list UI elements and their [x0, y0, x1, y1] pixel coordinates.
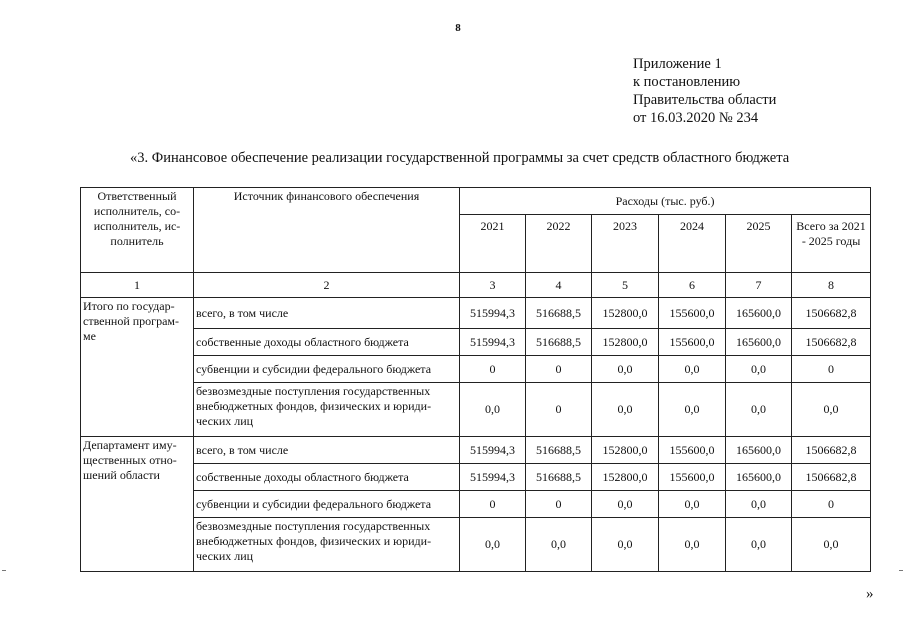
- value-cell: 0: [792, 356, 871, 383]
- value-cell: 0,0: [592, 491, 659, 518]
- value-cell: 1506682,8: [792, 298, 871, 329]
- column-number: 3: [460, 273, 526, 298]
- header-executor: Ответственный исполнитель, со-исполнитель, ис-полнитель: [81, 188, 194, 273]
- value-cell: 1506682,8: [792, 437, 871, 464]
- value-cell: 0: [526, 491, 592, 518]
- value-cell: 0,0: [659, 356, 726, 383]
- value-cell: 0,0: [726, 518, 792, 572]
- executor-cell: Департамент иму-щественных отно-шений области: [81, 437, 194, 572]
- source-cell: безвозмездные поступления государственных внебюджетных фондов, физических и юриди-ческих лиц: [194, 383, 460, 437]
- source-cell: субвенции и субсидии федерального бюджета: [194, 356, 460, 383]
- value-cell: 0,0: [659, 491, 726, 518]
- value-cell: 0,0: [592, 383, 659, 437]
- column-number-row: [81, 273, 871, 298]
- source-cell: всего, в том числе: [194, 437, 460, 464]
- value-cell: 515994,3: [460, 298, 526, 329]
- value-cell: 0,0: [592, 356, 659, 383]
- table-group-department: [81, 437, 871, 572]
- header-year: 2024: [659, 215, 726, 273]
- column-number: 2: [194, 273, 460, 298]
- value-cell: 0,0: [726, 383, 792, 437]
- column-number: 8: [792, 273, 871, 298]
- value-cell: 516688,5: [526, 464, 592, 491]
- table-row: [81, 518, 871, 572]
- column-number: 5: [592, 273, 659, 298]
- table-group-total: [81, 298, 871, 437]
- appendix-line: Приложение 1: [633, 56, 722, 72]
- value-cell: 0,0: [726, 491, 792, 518]
- source-cell: всего, в том числе: [194, 298, 460, 329]
- value-cell: 165600,0: [726, 329, 792, 356]
- value-cell: 1506682,8: [792, 329, 871, 356]
- value-cell: 155600,0: [659, 298, 726, 329]
- value-cell: 0,0: [659, 518, 726, 572]
- appendix-line: Правительства области: [633, 92, 777, 108]
- value-cell: 0,0: [792, 383, 871, 437]
- value-cell: 165600,0: [726, 437, 792, 464]
- value-cell: 1506682,8: [792, 464, 871, 491]
- column-number: 1: [81, 273, 194, 298]
- value-cell: 152800,0: [592, 298, 659, 329]
- table-row: [81, 464, 871, 491]
- source-cell: безвозмездные поступления государственных внебюджетных фондов, физических и юриди-ческих лиц: [194, 518, 460, 572]
- value-cell: 0: [460, 356, 526, 383]
- value-cell: 152800,0: [592, 329, 659, 356]
- header-expenses: Расходы (тыс. руб.): [460, 188, 871, 215]
- value-cell: 0,0: [792, 518, 871, 572]
- column-number: 6: [659, 273, 726, 298]
- value-cell: 0: [526, 383, 592, 437]
- header-year: 2025: [726, 215, 792, 273]
- value-cell: 0,0: [592, 518, 659, 572]
- column-number: 7: [726, 273, 792, 298]
- appendix-block: [633, 55, 776, 127]
- value-cell: 0,0: [460, 518, 526, 572]
- source-cell: собственные доходы областного бюджета: [194, 464, 460, 491]
- column-number: 4: [526, 273, 592, 298]
- value-cell: 165600,0: [726, 464, 792, 491]
- value-cell: 516688,5: [526, 298, 592, 329]
- section-title: «3. Финансовое обеспечение реализации государственной программы за счет средств областного бюджета: [130, 150, 790, 166]
- value-cell: 516688,5: [526, 437, 592, 464]
- value-cell: 152800,0: [592, 464, 659, 491]
- table-header: [81, 188, 871, 298]
- value-cell: 0,0: [460, 383, 526, 437]
- value-cell: 0,0: [526, 518, 592, 572]
- source-cell: собственные доходы областного бюджета: [194, 329, 460, 356]
- table-row: [81, 329, 871, 356]
- header-year: 2023: [592, 215, 659, 273]
- value-cell: 515994,3: [460, 437, 526, 464]
- value-cell: 155600,0: [659, 437, 726, 464]
- scan-edge-mark: [899, 570, 903, 571]
- table-row: [81, 437, 871, 464]
- closing-quote: »: [866, 586, 874, 602]
- table-row: [81, 491, 871, 518]
- value-cell: 165600,0: [726, 298, 792, 329]
- value-cell: 155600,0: [659, 329, 726, 356]
- value-cell: 515994,3: [460, 329, 526, 356]
- value-cell: 516688,5: [526, 329, 592, 356]
- header-source: Источник финансового обеспечения: [194, 188, 460, 273]
- source-cell: субвенции и субсидии федерального бюджета: [194, 491, 460, 518]
- value-cell: 0: [792, 491, 871, 518]
- value-cell: 0,0: [726, 356, 792, 383]
- header-row-1: [81, 188, 871, 215]
- value-cell: 152800,0: [592, 437, 659, 464]
- table-row: [81, 356, 871, 383]
- table-row: [81, 383, 871, 437]
- scan-edge-mark: [2, 570, 6, 571]
- table-row: [81, 298, 871, 329]
- value-cell: 0: [460, 491, 526, 518]
- value-cell: 515994,3: [460, 464, 526, 491]
- financing-table: [80, 187, 871, 572]
- header-total: Всего за 2021 - 2025 годы: [792, 215, 871, 273]
- header-year: 2021: [460, 215, 526, 273]
- value-cell: 0,0: [659, 383, 726, 437]
- header-year: 2022: [526, 215, 592, 273]
- appendix-line: к постановлению: [633, 74, 741, 90]
- executor-cell: Итого по государ-ственной програм-ме: [81, 298, 194, 437]
- appendix-line: от 16.03.2020 № 234: [633, 110, 759, 126]
- value-cell: 0: [526, 356, 592, 383]
- page-number: 8: [455, 22, 461, 34]
- value-cell: 155600,0: [659, 464, 726, 491]
